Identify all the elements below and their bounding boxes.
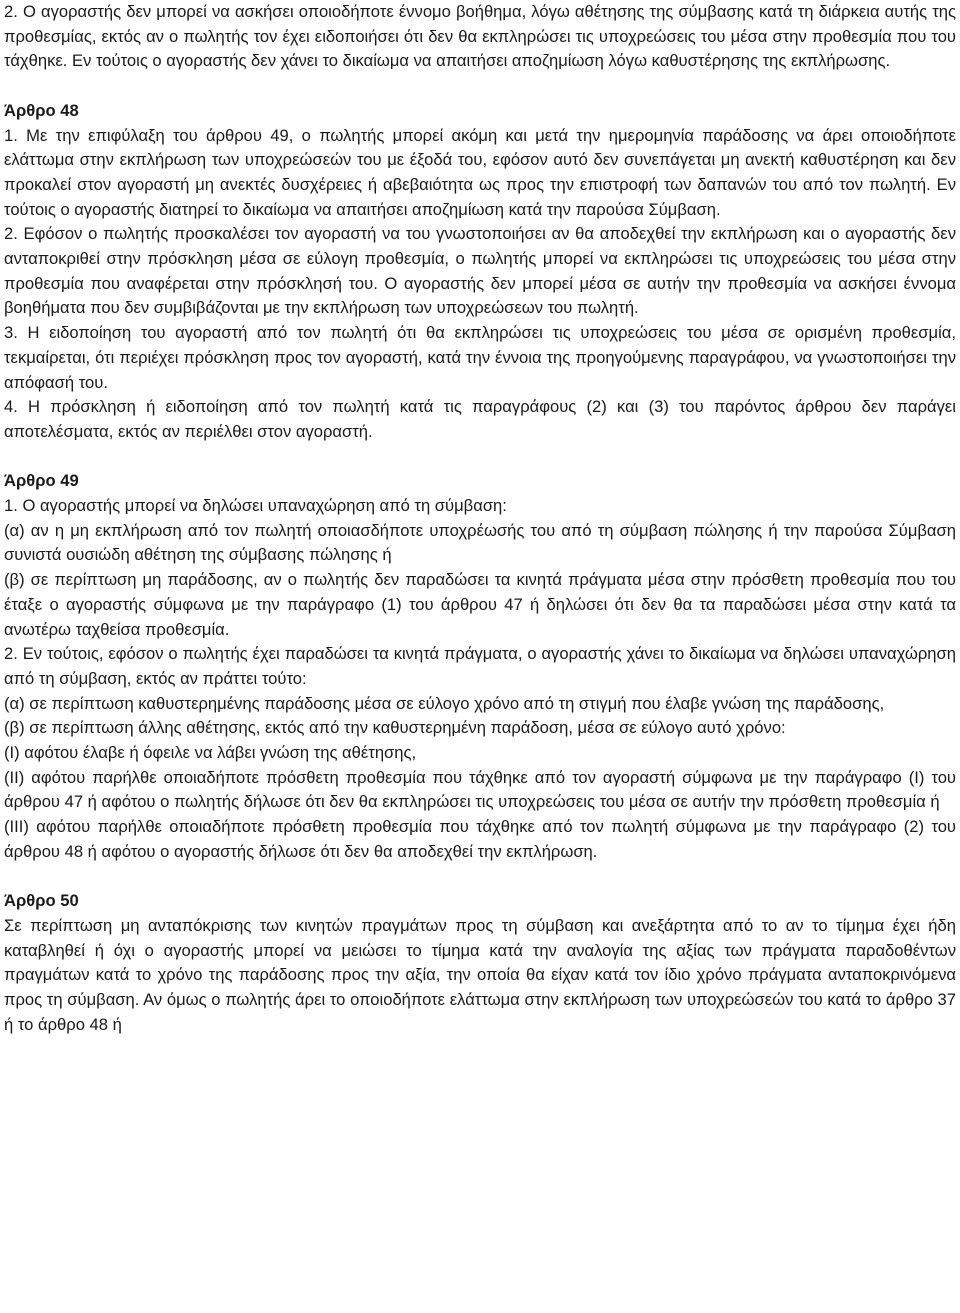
intro-paragraph: 2. Ο αγοραστής δεν μπορεί να ασκήσει οποιοδήποτε έννομο βοήθημα, λόγω αθέτησης της σύμβασης κατά τη διάρκεια αυτής της προθεσμίας, εκτός αν ο πωλητής τον έχει ειδοποιήσει ότι δεν θα εκπληρώσει τις υποχρεώσεις του μέσα στην προθεσμία που του τάχθηκε. Εν τούτοις ο αγοραστής δεν χάνει το δικαίωμα να απαιτήσει αποζημίωση λόγω καθυστέρησης της εκπλήρωσης. <box>4 2 956 71</box>
spacer <box>4 445 956 470</box>
article-48-heading: Άρθρο 48 <box>4 100 79 120</box>
article-50-heading: Άρθρο 50 <box>4 891 79 911</box>
article-49-heading: Άρθρο 49 <box>4 471 79 491</box>
article-49-paragraph-2: 2. Εν τούτοις, εφόσον ο πωλητής έχει παραδώσει τα κινητά πράγματα, ο αγοραστής χάνει το δικαίωμα να δηλώσει υπαναχώρηση από τη σύμβαση, εκτός αν πράττει τούτο: <box>4 644 956 688</box>
article-49-subitem-i: (I) αφότου έλαβε ή όφειλε να λάβει γνώση της αθέτησης, <box>4 743 417 763</box>
article-50 <box>4 889 956 1037</box>
article-48 <box>4 99 956 445</box>
article-49-subitem-iii: (III) αφότου παρήλθε οποιαδήποτε πρόσθετη προθεσμία που τάχθηκε από τον πωλητή σύμφωνα με την παράγραφο (2) του άρθρου 48 ή αφότου ο αγοραστής δήλωσε ότι δεν θα αποδεχθεί την εκπλήρωση. <box>4 817 956 861</box>
article-48-paragraph-2: 2. Εφόσον ο πωλητής προσκαλέσει τον αγοραστή να του γνωστοποιήσει αν θα αποδεχθεί την εκπλήρωση και ο αγοραστής δεν ανταποκριθεί στην πρόσκληση μέσα σε εύλογη προθεσμία, ο πωλητής μπορεί να εκπληρώσει τις υποχρεώσεις του μέσα στην προθεσμία που αναφέρεται στην πρόσκλησή του. Ο αγοραστής δεν μπορεί μέσα σε αυτήν την προθεσμία να ασκήσει έννομα βοηθήματα που δεν συμβιβάζονται με την εκπλήρωση των υποχρεώσεων του πωλητή. <box>4 224 956 318</box>
article-49-subitem-ii: (II) αφότου παρήλθε οποιαδήποτε πρόσθετη προθεσμία που τάχθηκε από τον αγοραστή σύμφωνα με την παράγραφο (I) του άρθρου 47 ή αφότου ο πωλητής δήλωσε ότι δεν θα εκπληρώσει τις υποχρεώσεις του μέσα σε αυτήν την πρόσθετη προθεσμία ή <box>4 767 956 812</box>
article-49-item-2b: (β) σε περίπτωση άλλης αθέτησης, εκτός από την καθυστερημένη παράδοση, μέσα σε εύλογο αυτό χρόνο: <box>4 718 786 738</box>
article-50-paragraph: Σε περίπτωση μη ανταπόκρισης των κινητών πραγμάτων προς τη σύμβαση και ανεξάρτητα από το αν το τίμημα έχει ήδη καταβληθεί ή όχι ο αγοραστής μπορεί να μειώσει το τίμημα κατά την αναλογία της αξίας των πράγματα παραδοθέντων πραγμάτων κατά το χρόνο της παράδοσης προς την αξία, την οποία θα είχαν κατά τον ίδιο χρόνο πράγματα ανταποκρινόμενα προς τη σύμβαση. Αν όμως ο πωλητής άρει το οποιοδήποτε ελάττωμα στην εκπλήρωση των υποχρεώσεών του κατά το άρθρο 37 ή το άρθρο 48 ή <box>4 915 956 1034</box>
article-49-item-b: (β) σε περίπτωση μη παράδοσης, αν ο πωλητής δεν παραδώσει τα κινητά πράγματα μέσα στην πρόσθετη προθεσμία που του έταξε ο αγοραστής σύμφωνα με την παράγραφο (1) του άρθρου 47 ή δηλώσει ότι δεν θα τα παραδώσει μέσα στην κατά τα ανωτέρω ταχθείσα προθεσμία. <box>4 570 956 639</box>
article-48-paragraph-3: 3. Η ειδοποίηση του αγοραστή από τον πωλητή ότι θα εκπληρώσει τις υποχρεώσεις του μέσα σε ορισμένη προθεσμία, τεκμαίρεται, ότι περιέχει πρόσκληση προς τον αγοραστή, κατά την έννοια της προηγούμενης παραγράφου, να γνωστοποιήσει την απόφασή του. <box>4 323 956 392</box>
article-49-paragraph-1: 1. Ο αγοραστής μπορεί να δηλώσει υπαναχώρηση από τη σύμβαση: <box>4 496 507 516</box>
article-48-paragraph-4: 4. Η πρόσκληση ή ειδοποίηση από τον πωλητή κατά τις παραγράφους (2) και (3) του παρόντος άρθρου δεν παράγει αποτελέσματα, εκτός αν περιέλθει στον αγοραστή. <box>4 397 956 441</box>
article-48-paragraph-1: 1. Με την επιφύλαξη του άρθρου 49, ο πωλητής μπορεί ακόμη και μετά την ημερομηνία παράδοσης να άρει οποιοδήποτε ελάττωμα στην εκπλήρωση των υποχρεώσεών του με έξοδά του, εφόσον αυτό δεν συνεπάγεται μη ανεκτή καθυστέρηση και δεν προκαλεί στον αγοραστή μη ανεκτές δυσχέρειες ή αβεβαιότητα ως προς την επιστροφή των δαπανών του από τον πωλητή. Εν τούτοις ο αγοραστής διατηρεί το δικαίωμα να απαιτήσει αποζημίωση κατά την παρούσα Σύμβαση. <box>4 125 956 219</box>
spacer <box>4 74 956 99</box>
article-49-item-2a: (α) σε περίπτωση καθυστερημένης παράδοσης μέσα σε εύλογο χρόνο από τη στιγμή που έλαβε γνώση της παράδοσης, <box>4 693 885 713</box>
article-49 <box>4 469 956 864</box>
article-49-item-a: (α) αν η μη εκπλήρωση από τον πωλητή οποιασδήποτε υποχρέωσής του από τη σύμβαση πώλησης ή την παρούσα Σύμβαση συνιστά ουσιώδη αθέτηση της σύμβασης πώλησης ή <box>4 520 956 565</box>
spacer <box>4 865 956 890</box>
